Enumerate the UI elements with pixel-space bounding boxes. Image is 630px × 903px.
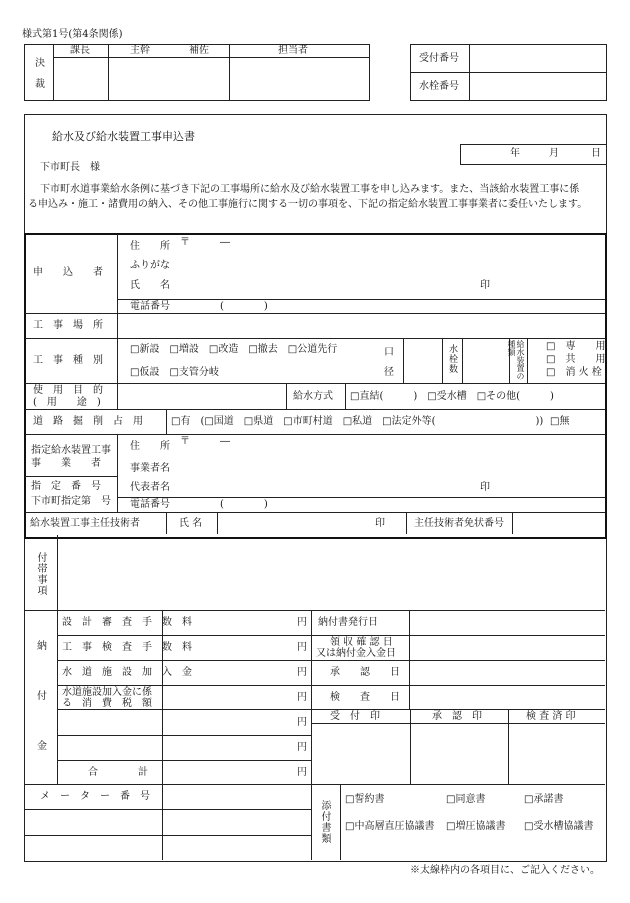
kind-hydrant[interactable]: □ 消 火 栓 [546, 367, 602, 378]
rule-line [229, 44, 230, 100]
fee-inspection: 工 事 検 査 手 数 料 [62, 642, 192, 653]
rule-line [117, 383, 118, 409]
contractor-label-2: 事 業 者 [31, 458, 101, 469]
inspection-date-label: 検 査 日 [330, 692, 400, 703]
rule-line [311, 784, 605, 785]
rule-line [162, 610, 163, 784]
rule-line [25, 476, 117, 477]
rule-line [117, 338, 118, 383]
applicant-address-label: 住 所 [130, 241, 170, 252]
supply-method-label: 給水方式 [293, 391, 333, 402]
rule-line [25, 512, 605, 513]
applicant-label: 申 込 者 [33, 267, 103, 278]
senior-label: 主幹 [130, 45, 150, 56]
rule-line [469, 44, 470, 100]
yen-2: 円 [297, 642, 307, 653]
fee-consumption-tax-2: る 消 費 税 額 [62, 698, 152, 709]
notes-label: 付帯事項 [35, 552, 46, 596]
purpose-label-1: 使 用 目 的 [33, 385, 103, 396]
purpose-label-2: ( 用 途 ) [33, 397, 101, 408]
rule-line [508, 709, 509, 785]
designation-number-label: 指 定 番 号 [31, 481, 101, 492]
rule-line [57, 535, 58, 610]
engineer-label: 給水装置工事主任技術者 [30, 518, 140, 529]
rule-line [166, 512, 167, 534]
tap-count-label: 水栓数 [447, 344, 457, 374]
rule-line [340, 784, 341, 860]
kind-shared[interactable]: □ 共 用 [546, 354, 606, 365]
bold-frame [24, 233, 607, 539]
rule-line [57, 760, 311, 761]
footer-note: ※太線枠内の各項目に、ご記入ください。 [410, 865, 600, 876]
contractor-postal[interactable]: 〒 ― [180, 436, 230, 447]
staff-label: 担当者 [278, 45, 308, 56]
assistant-label: 補佐 [189, 45, 209, 56]
rule-line [25, 784, 311, 785]
yen-4: 円 [297, 692, 307, 703]
decision-label-bottom: 裁 [35, 79, 45, 90]
fees-side-3: 金 [37, 741, 47, 752]
attach-booster[interactable]: □増圧協議書 [446, 821, 506, 832]
rule-line [410, 72, 606, 73]
designation-number-format: 下市町指定第 号 [31, 496, 111, 507]
work-type-row2[interactable]: □仮設 □支管分岐 [130, 367, 219, 378]
chief-label: 課長 [70, 45, 90, 56]
applicant-tel[interactable]: 電話番号 ( ) [130, 301, 268, 312]
contractor-tel[interactable]: 電話番号 ( ) [130, 499, 268, 510]
rule-line [442, 338, 443, 383]
engineer-name-label: 氏 名 [179, 518, 203, 529]
bore-label-1: 口 [384, 347, 394, 358]
attach-tank[interactable]: □受水槽協議書 [524, 821, 594, 832]
reception-stamp-label: 受 付 印 [330, 711, 380, 722]
receipt-date-label-2: 又は納付金入金日 [316, 648, 396, 659]
rule-line [345, 383, 346, 409]
kind-exclusive[interactable]: □ 専 用 [546, 341, 606, 352]
attach-approval[interactable]: □承諾書 [524, 794, 564, 805]
rule-line [57, 660, 605, 661]
intro-line-2: る申込み・施工・諸費用の納入、その他工事施行に関する一切の事項を、下記の指定給水装置工事事業者に委任いたします。 [28, 199, 588, 210]
addressee: 下市町長 様 [40, 162, 100, 173]
reception-number-label: 受付番号 [419, 53, 459, 64]
fee-total: 合 計 [88, 767, 148, 778]
receipt-date-label-1: 領 収 確 認 日 [330, 637, 393, 648]
road-options[interactable]: □有 (□国道 □県道 □市町村道 □私道 □法定外等( )) [171, 416, 544, 427]
rule-line [117, 313, 118, 338]
work-type-label: 工 事 種 別 [33, 355, 103, 366]
rule-line [527, 338, 528, 383]
rule-line [162, 784, 163, 860]
date-month: 月 [549, 148, 559, 159]
meter-number-label: メ ー タ ー 番 号 [40, 791, 150, 802]
rule-line [57, 709, 605, 710]
applicant-seal: 印 [480, 280, 490, 291]
fee-connection: 水 道 施 設 加 入 金 [62, 667, 192, 678]
contractor-seal: 印 [480, 482, 490, 493]
attach-pledge[interactable]: □誓約書 [345, 794, 385, 805]
rule-line [53, 44, 54, 100]
attach-consent[interactable]: □同意書 [446, 794, 486, 805]
intro-line-1: 下市町水道事業給水条例に基づき下記の工事場所に給水及び給水装置工事を申し込みます。また、当該給水装置工事に係 [40, 184, 580, 195]
engineer-seal: 印 [375, 518, 385, 529]
rule-line [57, 735, 311, 736]
rule-line [286, 383, 287, 409]
inspection-stamp-label: 検 査 済 印 [526, 711, 576, 722]
rule-line [25, 313, 605, 314]
rule-line [57, 610, 58, 784]
site-label: 工 事 場 所 [33, 320, 103, 331]
rule-line [462, 338, 463, 383]
bore-label-2: 径 [384, 367, 394, 378]
rule-line [25, 338, 605, 339]
approval-date-label: 承 認 日 [330, 667, 400, 678]
rule-line [53, 57, 369, 58]
rule-line [403, 338, 404, 383]
attach-midrise[interactable]: □中高層直圧協議書 [345, 821, 435, 832]
fees-side-1: 納 [37, 641, 47, 652]
fee-design-review: 設 計 審 査 手 数 料 [62, 617, 192, 628]
rule-line [25, 610, 605, 611]
rule-line [410, 709, 411, 785]
rule-line [108, 44, 109, 100]
supply-kind-label: 給水装置の種類 [507, 340, 525, 380]
rule-line [117, 234, 118, 313]
decision-label-top: 決 [35, 58, 45, 69]
rule-line [25, 809, 311, 810]
rule-line [217, 512, 218, 534]
rule-line [25, 835, 311, 836]
fees-side-2: 付 [37, 691, 47, 702]
rule-line [25, 409, 605, 410]
applicant-name-label: 氏 名 [130, 280, 170, 291]
rule-line [117, 299, 605, 300]
date-year: 年 [510, 148, 520, 159]
work-type-row1[interactable]: □新設 □増設 □改造 □撤去 □公道先行 [130, 344, 338, 355]
yen-6: 円 [297, 742, 307, 753]
applicant-furigana-label: ふりがな [130, 260, 170, 271]
yen-7: 円 [297, 767, 307, 778]
fee-consumption-tax-1: 水道施設加入金に係 [62, 687, 152, 698]
road-none[interactable]: □無 [550, 416, 570, 427]
rule-line [512, 512, 513, 534]
rule-line [57, 685, 605, 686]
form-number: 様式第1号(第4条関係) [22, 29, 123, 40]
yen-5: 円 [297, 717, 307, 728]
rule-line [166, 409, 167, 434]
form-title: 給水及び給水装置工事申込書 [52, 130, 195, 143]
supply-method-options[interactable]: □直結( ) □受水槽 □その他( ) [350, 391, 554, 402]
contractor-label-1: 指定給水装置工事 [31, 445, 111, 456]
rule-line [25, 383, 605, 384]
date-day: 日 [591, 148, 601, 159]
license-number-label: 主任技術者免状番号 [414, 518, 504, 529]
rule-line [117, 434, 118, 512]
rule-line [25, 434, 605, 435]
applicant-postal[interactable]: 〒 ― [180, 237, 230, 248]
contractor-address-label: 住 所 [130, 441, 170, 452]
attachments-label: 添付書類 [319, 800, 330, 844]
rule-line [406, 512, 407, 534]
bill-issue-date-label: 納付書発行日 [318, 617, 378, 628]
approval-stamp-label: 承 認 印 [432, 711, 482, 722]
yen-3: 円 [297, 667, 307, 678]
rule-line [311, 610, 312, 860]
rule-line [311, 723, 605, 724]
company-name-label: 事業者名 [130, 463, 170, 474]
representative-label: 代表者名 [130, 482, 170, 493]
rule-line [57, 635, 605, 636]
rule-line [117, 497, 605, 498]
road-label: 道 路 掘 削 占 用 [33, 416, 143, 427]
meter-tap-number-label: 水栓番号 [419, 81, 459, 92]
yen-1: 円 [297, 617, 307, 628]
date-box[interactable] [460, 144, 607, 165]
